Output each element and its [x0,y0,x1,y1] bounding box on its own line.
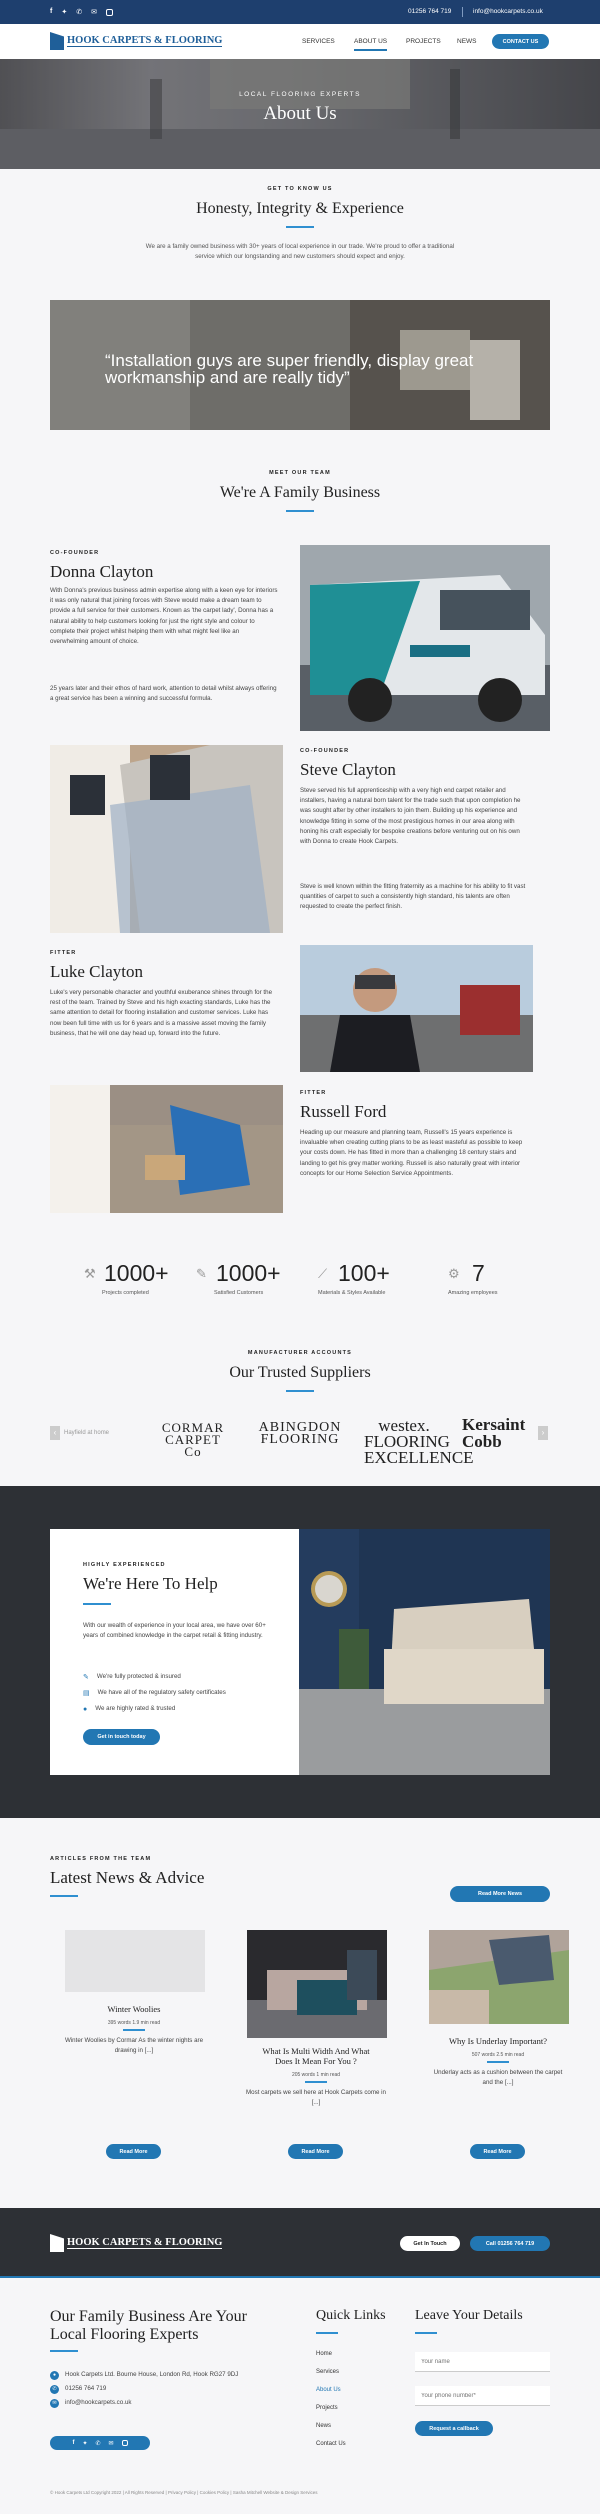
member-name: Steve Clayton [300,760,396,779]
member-role: FITTER [50,950,77,956]
hammer-icon: ⚒ [84,1266,96,1281]
supplier-logo-hayfield: Hayfield at home [64,1430,110,1436]
help-photo-sofa [299,1529,550,1775]
footer-link-contact-us[interactable]: Contact Us [316,2441,346,2447]
team-title: We're A Family Business [219,484,381,501]
supplier-logo-cormar: CORMAR CARPET Co [161,1420,225,1459]
phone-text: 01256 764 719 [65,2384,107,2392]
help-text: With our wealth of experience in your local area, we have over 60+ years of combined knowledge in the carpet retail & fitting industry. [83,1622,266,1640]
hero-title: About Us [263,103,337,124]
email-icon[interactable]: ✉ [91,9,97,16]
certificate-icon: ▤ [83,1690,90,1697]
logo-text: HOOK CARPETS & FLOORING [67,2237,223,2248]
logo-text: HOOK CARPETS & FLOORING [67,35,223,46]
nav-news[interactable]: NEWS [457,38,477,45]
news-meta-divider [305,2081,327,2083]
read-more-news-button[interactable]: Read More News [450,1886,550,1902]
phone-icon: ✆ [50,2385,59,2394]
trowel-icon: ⟋ [318,1266,328,1281]
nav-projects[interactable]: PROJECTS [406,38,441,45]
stat-value: 1000+ [216,1260,281,1286]
supplier-logo-kersaint: Kersaint Cobb [462,1415,526,1451]
email-icon: ✉ [50,2399,59,2408]
get-in-touch-band-button[interactable]: Get In Touch [400,2236,460,2251]
phone-icon[interactable]: ✆ [76,9,83,16]
member-bio: Luke's very personable character and youthful exuberance shines through for the rest of the team. Trained by Steve and his high exacting standards, Luke has the same attention to detail for flooring installation and customer services. Luke has now been full time with us for 6 years and is a massive asset moving the family business, that he will one day head up, forward into the future. [50,989,273,1037]
luke-photo-bike [300,945,533,1072]
supplier-logo-abingdon: ABINGDON FLOORING [258,1420,342,1447]
name-input[interactable] [415,2352,550,2372]
donna-photo-van [300,545,550,731]
hero-banner [0,59,600,169]
supplier-carousel [0,1410,600,1467]
facebook-icon[interactable]: f [50,8,53,15]
news-post-excerpt: Most carpets we sell here at Hook Carpets come in [...] [246,2089,386,2107]
team-eyebrow: MEET OUR TEAM [269,470,331,476]
footer-link-home[interactable]: Home [316,2351,333,2357]
stat-value: 7 [472,1260,485,1286]
suppliers-divider [286,1390,314,1392]
intro-eyebrow: GET TO KNOW US [267,186,333,192]
stat-value: 1000+ [104,1260,169,1286]
russell-photo-fitting [50,1085,283,1213]
intro-text: We are a family owned business with 30+ years of local experience in our trade. We're proud to offer a traditional service which our longstanding and new customers should expect and enjoy. [145,243,455,261]
tools-icon: ⚙ [448,1266,460,1281]
carousel-next-icon[interactable]: › [538,1426,548,1440]
brush-icon: ✎ [196,1266,207,1281]
twitter-icon[interactable]: ✦ [61,9,68,16]
stat-label: Amazing employees [448,1290,498,1296]
top-bar [0,0,600,24]
news-image-placeholder [65,1930,205,1992]
news-post-title: Winter Woolies [107,2004,161,2014]
facebook-icon[interactable]: f [72,2440,75,2446]
help-section [0,1486,600,1818]
hero-eyebrow: LOCAL FLOORING EXPERTS [239,91,361,98]
quote-banner [50,300,550,430]
nav-about-us[interactable]: ABOUT US [354,38,387,51]
news-eyebrow: ARTICLES FROM THE TEAM [50,1856,152,1862]
news-post-excerpt: Underlay acts as a cushion between the carpet and the [...] [433,2069,563,2087]
news-card [50,1930,218,2170]
instagram-icon[interactable] [106,9,113,16]
social-links [50,8,113,16]
logo-mark-icon [50,2234,64,2252]
quick-links-title: Quick Links [316,2308,386,2323]
badge-icon: ● [83,1705,88,1713]
feature-list [83,1669,226,1717]
footer-divider [50,2350,78,2352]
logo[interactable] [50,32,222,50]
news-post-meta: 205 words 1 min read [291,2072,341,2078]
stat-label: Materials & Styles Available [318,1290,386,1296]
footer-link-news[interactable]: News [316,2423,332,2429]
read-more-button[interactable]: Read More [106,2144,161,2159]
footer-link-projects[interactable]: Projects [316,2405,338,2411]
address-text: Hook Carpets Ltd. Bourne House, London Rd, Hook RG27 9DJ [65,2370,239,2378]
feature-label: We're fully protected & insured [96,1672,181,1680]
news-image-underlay [429,1930,569,2024]
member-name: Donna Clayton [50,562,154,581]
news-card [232,1930,400,2170]
get-in-touch-button[interactable]: Get in touch today [83,1729,160,1745]
feature-item [83,1685,226,1701]
wrench-icon: ✎ [83,1674,89,1681]
contact-us-button[interactable]: CONTACT US [492,34,549,49]
intro-title: Honesty, Integrity & Experience [196,200,404,217]
footer-logo[interactable] [50,2234,222,2252]
footer-social-bar [50,2436,150,2450]
member-name: Russell Ford [300,1102,387,1121]
footer-link-services[interactable]: Services [316,2369,340,2375]
news-post-meta: 507 words 2.5 min read [471,2052,525,2058]
logo-mark-icon [50,32,64,50]
help-title: We're Here To Help [83,1574,218,1593]
stat-label: Projects completed [102,1290,149,1296]
footer-link-about-us[interactable]: About Us [316,2387,341,2393]
member-role: FITTER [300,1090,327,1096]
phone-row[interactable] [50,2382,238,2396]
member-bio: With Donna's previous business admin expertise along with a keen eye for interiors it was only natural that joining forces with Steve would make a dream team to provide a full service for their customers. Known as 'the carpet lady', Donna has a natural ability to help customers looking for just the right style and colour to complete their project whilst helping them with what might feel like an overwhelming amount of choice. [50,587,278,646]
suppliers-title: Our Trusted Suppliers [229,1364,371,1381]
quote-text: “Installation guys are super friendly, display great workmanship and are really tidy” [105,351,474,387]
top-phone[interactable]: 01256 764 719 [408,8,452,15]
help-card [50,1529,299,1775]
phone-input[interactable] [415,2386,550,2406]
form-divider [415,2332,437,2334]
email-icon[interactable]: ✉ [108,2440,114,2447]
news-card [414,1930,582,2170]
help-eyebrow: HIGHLY EXPERIENCED [83,1562,166,1568]
instagram-icon[interactable] [122,2440,128,2446]
location-icon: ● [50,2371,59,2380]
member-role: CO-FOUNDER [300,748,350,754]
news-image-bedroom [247,1930,387,2038]
news-meta-divider [123,2029,145,2031]
news-post-excerpt: Winter Woolies by Cormar As the winter nights are drawing in [...] [64,2037,204,2055]
phone-icon[interactable]: ✆ [95,2440,101,2447]
member-bio-2: Steve is well known within the fitting fraternity as a machine for his ability to fit vast quantities of carpet to such a consistently high standard, his talents are often requested to create the perfect finish. [300,883,526,911]
team-divider [286,510,314,512]
feature-label: We are highly rated & trusted [95,1704,176,1712]
news-divider [50,1895,78,1897]
footer-title: Our Family Business Are Your Local Flooring Experts [50,2308,247,2343]
carousel-prev-icon[interactable]: ‹ [50,1426,60,1440]
stat-value: 100+ [338,1260,390,1286]
cta-band [0,2208,600,2278]
call-button[interactable]: Call 01256 764 719 [470,2236,550,2251]
nav-services[interactable]: SERVICES [302,38,335,45]
feature-label: We have all of the regulatory safety certificates [97,1688,226,1696]
email-row[interactable] [50,2396,238,2410]
suppliers-eyebrow: MANUFACTURER ACCOUNTS [247,1350,353,1356]
intro-divider [286,226,314,228]
member-bio: Steve served his full apprenticeship with a very high end carpet retailer and installers, having a natural born talent for the trade such that upon completion he was sought after by other installers to join them. Building up his experience and knowledge fitting in some of the most prestigious homes in our area along with honing his craft especially for bespoke creations before venturing out on his own with Donna to create Hook Carpets. [300,787,521,846]
member-name: Luke Clayton [50,962,144,981]
news-post-title: Why Is Underlay Important? [449,2036,547,2046]
quick-links [316,2345,346,2453]
quick-links-divider [316,2332,338,2334]
site-header [0,24,600,59]
supplier-logo-westex: westex. FLOORING EXCELLENCE [364,1416,474,1467]
help-divider [83,1603,111,1605]
member-bio-2: 25 years later and their ethos of hard work, attention to detail whilst always offering a great service has been a winning and successful formula. [50,685,277,703]
steve-photo-stairs [50,745,283,933]
read-more-button[interactable]: Read More [470,2144,525,2159]
stat-label: Satisfied Customers [214,1290,264,1296]
member-role: CO-FOUNDER [50,550,100,556]
footer-contact [50,2368,238,2410]
copyright: © Hook Carpets Ltd Copyright 2022 | All Rights Reserved | Privacy Policy | Cookies Policy | Sasha Mitchell Website & Design Services [50,2490,318,2495]
feature-item [83,1669,226,1685]
form-title: Leave Your Details [415,2308,523,2323]
news-meta-divider [487,2061,509,2063]
read-more-button[interactable]: Read More [288,2144,343,2159]
member-bio: Heading up our measure and planning team, Russell's 15 years experience is invaluable when creating cutting plans to be as least wasteful as possible to keep your costs down. He has fitted in more than a challenging 18 century stairs and landing to get his grey matter working. Russell is also naturally great with interior concepts for our Home Selection Service Appointments. [300,1129,523,1177]
feature-item [83,1701,226,1717]
news-title: Latest News & Advice [50,1868,205,1887]
email-text: info@hookcarpets.co.uk [65,2398,132,2406]
twitter-icon[interactable]: ✦ [82,2440,88,2447]
news-post-title: What Is Multi Width And What Does It Mean For You ? [262,2046,370,2066]
request-callback-button[interactable]: Request a callback [415,2421,493,2436]
address-row [50,2368,238,2382]
news-post-meta: 395 words 1.9 min read [107,2020,161,2026]
top-email[interactable]: info@hookcarpets.co.uk [473,8,543,15]
